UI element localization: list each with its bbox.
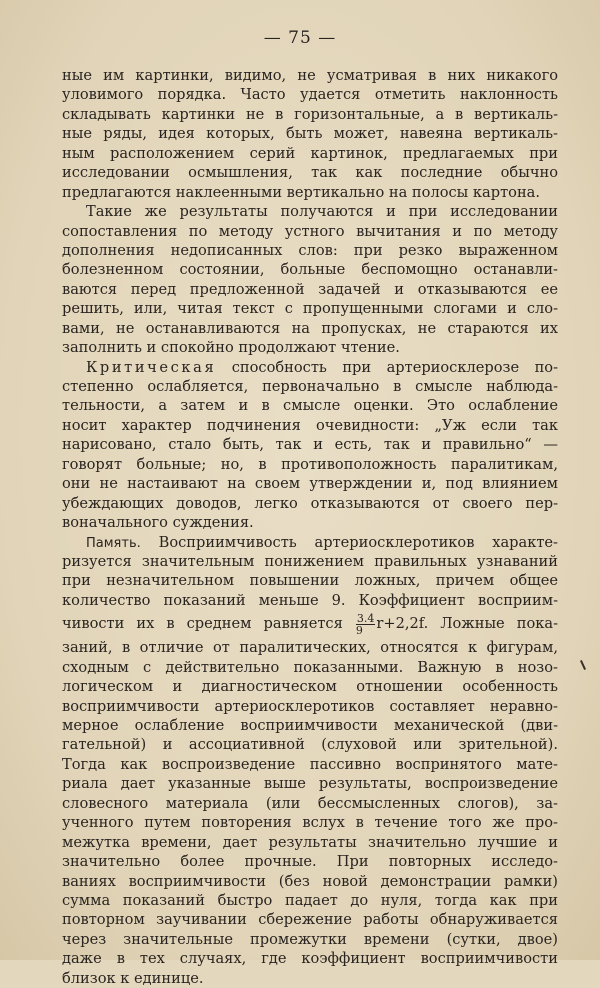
text-line: словесного материала (или бессмысленных слогов), за- <box>62 794 558 812</box>
text-line: они не настаивают на своем утверждении и, под влиянием <box>62 475 558 493</box>
text-line: воначального суждения. <box>62 514 254 532</box>
section-label: Память. <box>86 535 141 551</box>
text-line: предлагаются наклеенными вертикально на полосы картона. <box>62 183 541 201</box>
text-line: говорят больные; но, в противоположность паралитикам, <box>62 455 558 473</box>
formula-fraction <box>356 613 376 636</box>
text-line: при незначительном повышении ложных, причем общее <box>62 572 558 590</box>
text-line: заполнить и спокойно продолжают чтение. <box>62 339 400 357</box>
text-line: логическом и диагностическом отношении особенность <box>62 678 558 696</box>
text-line: ваниях восприимчивости (без новой демонстрации рамки) <box>62 872 558 890</box>
text-line: убеждающих доводов, легко отказываются от своего пер- <box>62 494 558 512</box>
text-line: мерное ослабление восприимчивости механической (дви- <box>62 717 558 734</box>
text-line: заний, в отличие от паралитических, относятся к фигурам, <box>62 639 558 657</box>
text-line: значительно более прочные. При повторных исследо- <box>62 853 558 871</box>
text-line: сумма показаний быстро падает до нуля, тогда как при <box>62 891 558 909</box>
text-line: дополнения недописанных слов: при резко выраженном <box>62 241 558 259</box>
text-line: ученного путем повторения вслух в течение того же про- <box>62 814 558 832</box>
spaced-heading-word: Критическая <box>86 358 217 376</box>
text-fragment: чивости их в среднем равняется <box>62 615 343 633</box>
text-line: степенно ослабляется, первоначально в смысле наблюда- <box>62 378 558 395</box>
text-line: исследовании осмышления, так как последние обычно <box>62 164 558 182</box>
fraction-denominator: 9 <box>355 623 363 637</box>
text-fragment: способность при артериосклерозе по- <box>231 358 559 376</box>
text-line: решить, или, читая текст с пропущенными слогами и сло- <box>62 300 558 318</box>
text-line: складывать картинки не в горизонтальные, а в вертикаль- <box>62 105 558 123</box>
page-number: — 75 — <box>263 28 337 48</box>
text-line: Тогда как воспроизведение пассивно воспринятого мате- <box>62 755 558 773</box>
text-line: восприимчивости артериосклеротиков составляет неравно- <box>62 697 558 715</box>
text-line: болезненном состоянии, больные беспомощно останавли- <box>62 261 558 279</box>
text-line: гательной) и ассоциативной (слуховой или зрительной). <box>62 736 558 754</box>
text-line: уловимого порядка. Часто удается отметить наклонность <box>62 86 558 104</box>
text-line: ным расположением серий картинок, предлагаемых при <box>62 144 558 162</box>
text-line: нарисовано, стало быть, так и есть, так и правильно“ — <box>62 436 558 454</box>
text-line-memory <box>62 533 558 552</box>
text-line: межутка времени, дает результаты значительно лучшие и <box>62 833 558 851</box>
text-line: близок к единице. <box>62 969 204 987</box>
text-line: количество показаний меньше 9. Коэффициент восприим- <box>62 591 558 609</box>
text-fragment: Восприимчивость артериосклеротиков характе- <box>158 533 558 551</box>
text-line: ные ряды, идея которых, быть может, навеяна вертикаль- <box>62 125 558 143</box>
text-line: тельности, а затем и в смысле оценки. Это ослабление <box>62 397 558 415</box>
text-line: вами, не останавливаются на пропусках, не стараются их <box>62 319 558 337</box>
text-fragment: r+2,2f. Ложные пока- <box>376 615 558 633</box>
text-line: сопоставления по методу устного вычитания и по методу <box>62 222 558 240</box>
text-line-critical <box>62 358 558 377</box>
text-line: даже в тех случаях, где коэффициент восприимчивости <box>62 950 558 968</box>
body-text <box>62 66 558 988</box>
text-line: Такие же результаты получаются и при исследовании <box>86 203 558 221</box>
text-line: повторном заучивании сбережение работы обнаруживается <box>62 911 558 929</box>
margin-pencil-mark <box>580 660 586 670</box>
text-line: носит характер подчинения очевидности: „Уж если так <box>62 416 558 434</box>
fraction-numerator: 3.4 <box>356 611 375 625</box>
text-line: ваются перед предложенной задачей и отказываются ее <box>62 280 558 298</box>
text-line: через значительные промежутки времени (сутки, двое) <box>62 930 558 948</box>
text-line: риала дает указанные выше результаты, воспроизведение <box>62 775 558 793</box>
text-line: ные им картинки, видимо, не усматривая в них никакого <box>62 67 558 84</box>
text-line: ризуется значительным понижением правильных узнаваний <box>62 552 558 570</box>
text-line-formula <box>62 610 558 638</box>
text-line: сходным с действительно показанными. Важную в нозо- <box>62 658 558 676</box>
